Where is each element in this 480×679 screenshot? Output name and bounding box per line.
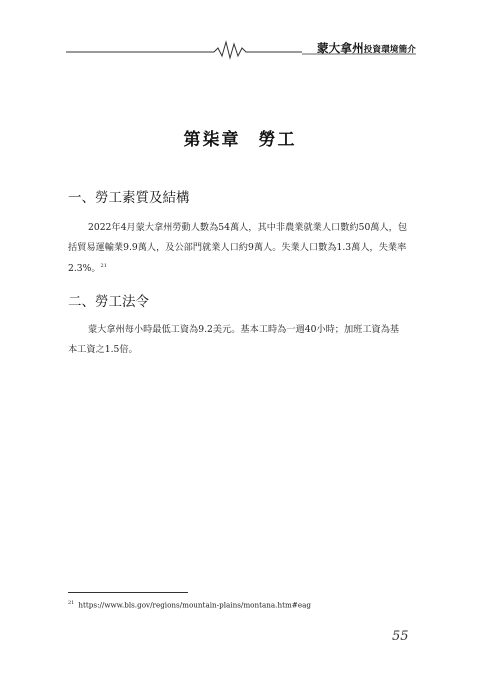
footnote-reference: 21 [100, 263, 107, 269]
footnote [68, 600, 311, 609]
header-title [317, 40, 416, 56]
footnote-url: https://www.bls.gov/regions/mountain-plains/montana.htm#eag [78, 600, 311, 610]
paragraph-line: 本工資之1.5倍。 [68, 343, 138, 355]
paragraph-workforce [68, 218, 412, 279]
section-heading-labor-law: 二、勞工法令 [68, 294, 149, 310]
header-title-small: 投資環境簡介 [363, 45, 416, 55]
chapter-name: 勞工 [258, 130, 297, 150]
footnote-number: 21 [68, 600, 75, 606]
paragraph-labor-law [68, 320, 412, 359]
page-number: 55 [392, 629, 409, 644]
chapter-number: 第柒章 [183, 130, 241, 150]
paragraph-line: 2022年4月蒙大拿州勞動人數為54萬人，其中非農業就業人口數約50萬人，包 [88, 222, 408, 233]
paragraph-line: 2.3%。$^{21}$ [68, 263, 107, 275]
header-title-main: 蒙大拿州 [316, 41, 364, 55]
section-heading-workforce: 一、勞工素質及結構 [68, 190, 190, 206]
running-header [66, 36, 416, 60]
chapter-title [0, 125, 480, 150]
paragraph-line: 括貿易運輸業9.9萬人，及公部門就業人口約9萬人。失業人口數為1.3萬人，失業率 [68, 241, 407, 253]
footnote-divider [68, 592, 188, 593]
paragraph-line: 蒙大拿州每小時最低工資為9.2美元。基本工時為一週40小時；加班工資為基 [88, 324, 400, 335]
